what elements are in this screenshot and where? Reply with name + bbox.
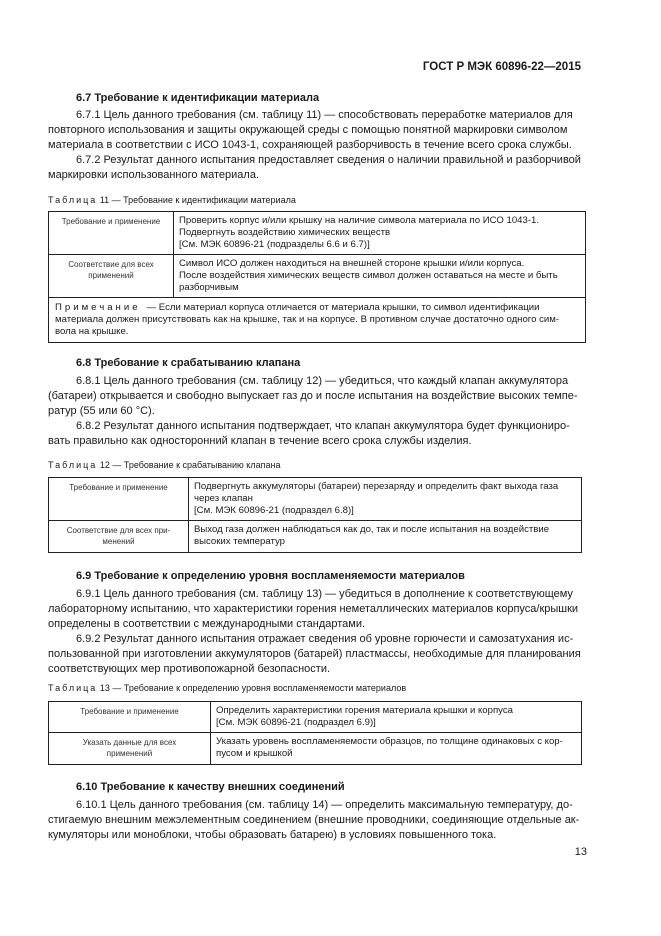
- caption-label: Таблица: [48, 195, 98, 205]
- text-line: (батареи) открывается и свободно выпускает газ до и после испытания на воздействие высоких темпе-: [48, 390, 578, 403]
- cell-line: менений: [102, 537, 135, 546]
- cell-line: Определить характеристики горения материала крышки и корпуса: [216, 705, 513, 716]
- note-line: вола на крышке.: [55, 326, 129, 337]
- text-line: 6.7.2 Результат данного испытания предоставляет сведения о наличии правильной и разборчивой: [76, 154, 581, 166]
- table-cell-label: Требование и применение: [49, 702, 211, 733]
- table-row: [49, 212, 586, 255]
- table-row: [49, 521, 582, 553]
- table-cell-value: [189, 478, 582, 521]
- table-12: [48, 477, 582, 553]
- cell-line: Проверить корпус и/или крышку на наличие символа материала по ИСО 1043-1.: [179, 215, 540, 226]
- cell-line: Соответствие для всех при-: [66, 526, 171, 535]
- text-line: 6.10.1 Цель данного требования (см. таблицу 14) — определить максимальную температуру, до-: [76, 799, 573, 811]
- cell-line: высоких температур: [194, 536, 285, 547]
- cell-line: Выход газа должен наблюдаться как до, так и после испытания на воздействие: [194, 524, 550, 535]
- text-line: стигаемую внешним межэлементным соединением (внешние проводники, соединяющие отдельные ак-: [48, 814, 580, 827]
- note-text: — Если материал корпуса отличается от материала крышки, то символ идентификации: [146, 302, 540, 313]
- cell-line: [См. МЭК 60896-21 (подраздел 6.9)]: [216, 717, 376, 728]
- cell-line: разборчивым: [179, 282, 239, 293]
- cell-line: пусом и крышкой: [216, 748, 293, 759]
- text-line: кумуляторы или моноблоки, чтобы образовать батарею) в условиях повышенного тока.: [48, 829, 497, 842]
- caption-text: 11 — Требование к идентификации материала: [99, 195, 296, 205]
- table-cell-label: Требование и применение: [49, 478, 189, 521]
- text-line: лабораторному испытанию, что характеристики горения неметаллических материалов корпуса/крышки: [48, 603, 579, 616]
- table-cell-value: [211, 733, 582, 765]
- section-6-10-paragraph-1: [48, 798, 586, 844]
- caption-label: Таблица: [48, 683, 98, 693]
- section-6-8-paragraph-1: [48, 374, 586, 420]
- cell-line: Указать уровень воспламеняемости образцов, по толщине одинаковых с кор-: [216, 736, 563, 747]
- section-6-8-paragraph-2: [48, 419, 586, 449]
- text-line: определены в соответствии с международными стандартами.: [48, 618, 366, 631]
- section-6-10-title: 6.10 Требование к качеству внешних соединений: [76, 781, 345, 793]
- text-line: повторного использования и защиты окружающей среды с помощью понятной маркировки символом: [48, 124, 568, 137]
- cell-line: через клапан: [194, 493, 253, 504]
- cell-line: [См. МЭК 60896-21 (подраздел 6.8)]: [194, 505, 354, 516]
- table-11: [48, 211, 586, 343]
- caption-text: 13 — Требование к определению уровня воспламеняемости материалов: [99, 683, 407, 693]
- table-13: [48, 701, 582, 765]
- text-line: маркировки использованного материала.: [48, 169, 260, 182]
- table-cell-value: [189, 521, 582, 553]
- caption-text: 12 — Требование к срабатыванию клапана: [99, 460, 281, 470]
- table-12-caption: [48, 460, 280, 470]
- table-13-caption: [48, 683, 406, 693]
- caption-label: Таблица: [48, 460, 98, 470]
- section-6-7-paragraph-2: [48, 153, 586, 183]
- cell-line: [См. МЭК 60896-21 (подразделы 6.6 и 6.7)]: [179, 239, 370, 250]
- text-line: материала в соответствии с ИСО 1043-1, сохраняющей разборчивость в течение всего срока службы.: [48, 139, 572, 152]
- note-line: [55, 302, 579, 314]
- table-cell-label: [49, 255, 174, 298]
- table-row: [49, 298, 586, 343]
- table-row: [49, 255, 586, 298]
- text-line: 6.7.1 Цель данного требования (см. таблицу 11) — способствовать переработке материалов для: [76, 109, 573, 121]
- text-line: 6.8.2 Результат данного испытания подтверждает, что клапан аккумулятора будет функциониро-: [76, 420, 570, 432]
- table-row: [49, 733, 582, 765]
- text-line: 6.9.2 Результат данного испытания отражает сведения об уровне горючести и самозатухания ис-: [76, 633, 574, 645]
- cell-line: Символ ИСО должен находиться на внешней стороне крышки и/или корпуса.: [179, 258, 525, 269]
- note-line: материала должен присутствовать как на крышке, так и на корпусе. В противном случае достаточно одного сим-: [55, 314, 560, 325]
- section-6-9-title: 6.9 Требование к определению уровня воспламеняемости материалов: [76, 570, 465, 582]
- text-line: 6.9.1 Цель данного требования (см. таблицу 13) — убедиться в дополнение к соответствующему: [76, 588, 573, 600]
- table-cell-value: [211, 702, 582, 733]
- cell-line: После воздействия химических веществ символ должен оставаться на месте и быть: [179, 270, 558, 281]
- section-6-7-title: 6.7 Требование к идентификации материала: [76, 92, 320, 104]
- page-number: 13: [574, 846, 587, 858]
- cell-line: Подвергнуть воздействию химических веществ: [179, 227, 391, 238]
- section-6-8-title: 6.8 Требование к срабатыванию клапана: [76, 357, 301, 369]
- table-cell-label: [49, 733, 211, 765]
- text-line: ратур (55 или 60 °С).: [48, 405, 155, 418]
- note-label: Примечание: [55, 302, 141, 313]
- text-line: вать правильно как односторонний клапан в течение всего срока службы изделия.: [48, 435, 472, 448]
- document-code: ГОСТ Р МЭК 60896-22—2015: [422, 61, 581, 73]
- table-note: [49, 298, 586, 343]
- cell-line: Подвергнуть аккумуляторы (батареи) перезаряду и определить факт выхода газа: [194, 481, 559, 492]
- table-cell-label: [49, 521, 189, 553]
- table-row: [49, 702, 582, 733]
- text-line: соответствующих мер противопожарной безопасности.: [48, 663, 331, 676]
- section-6-7-paragraph-1: [48, 108, 586, 154]
- text-line: пользованной при изготовлении аккумуляторов (батарей) пластмассы, необходимые для планирования: [48, 648, 581, 661]
- table-11-caption: [48, 195, 296, 205]
- cell-line: применений: [106, 749, 153, 758]
- table-cell-label: Требование и применение: [49, 212, 174, 255]
- section-6-9-paragraph-1: [48, 587, 586, 633]
- cell-line: Соответствие для всех применений: [68, 260, 154, 280]
- section-6-9-paragraph-2: [48, 632, 586, 678]
- text-line: 6.8.1 Цель данного требования (см. таблицу 12) — убедиться, что каждый клапан аккумулятора: [76, 375, 569, 387]
- table-cell-value: [174, 255, 586, 298]
- table-row: [49, 478, 582, 521]
- table-cell-value: [174, 212, 586, 255]
- cell-line: Указать данные для всех: [82, 738, 177, 747]
